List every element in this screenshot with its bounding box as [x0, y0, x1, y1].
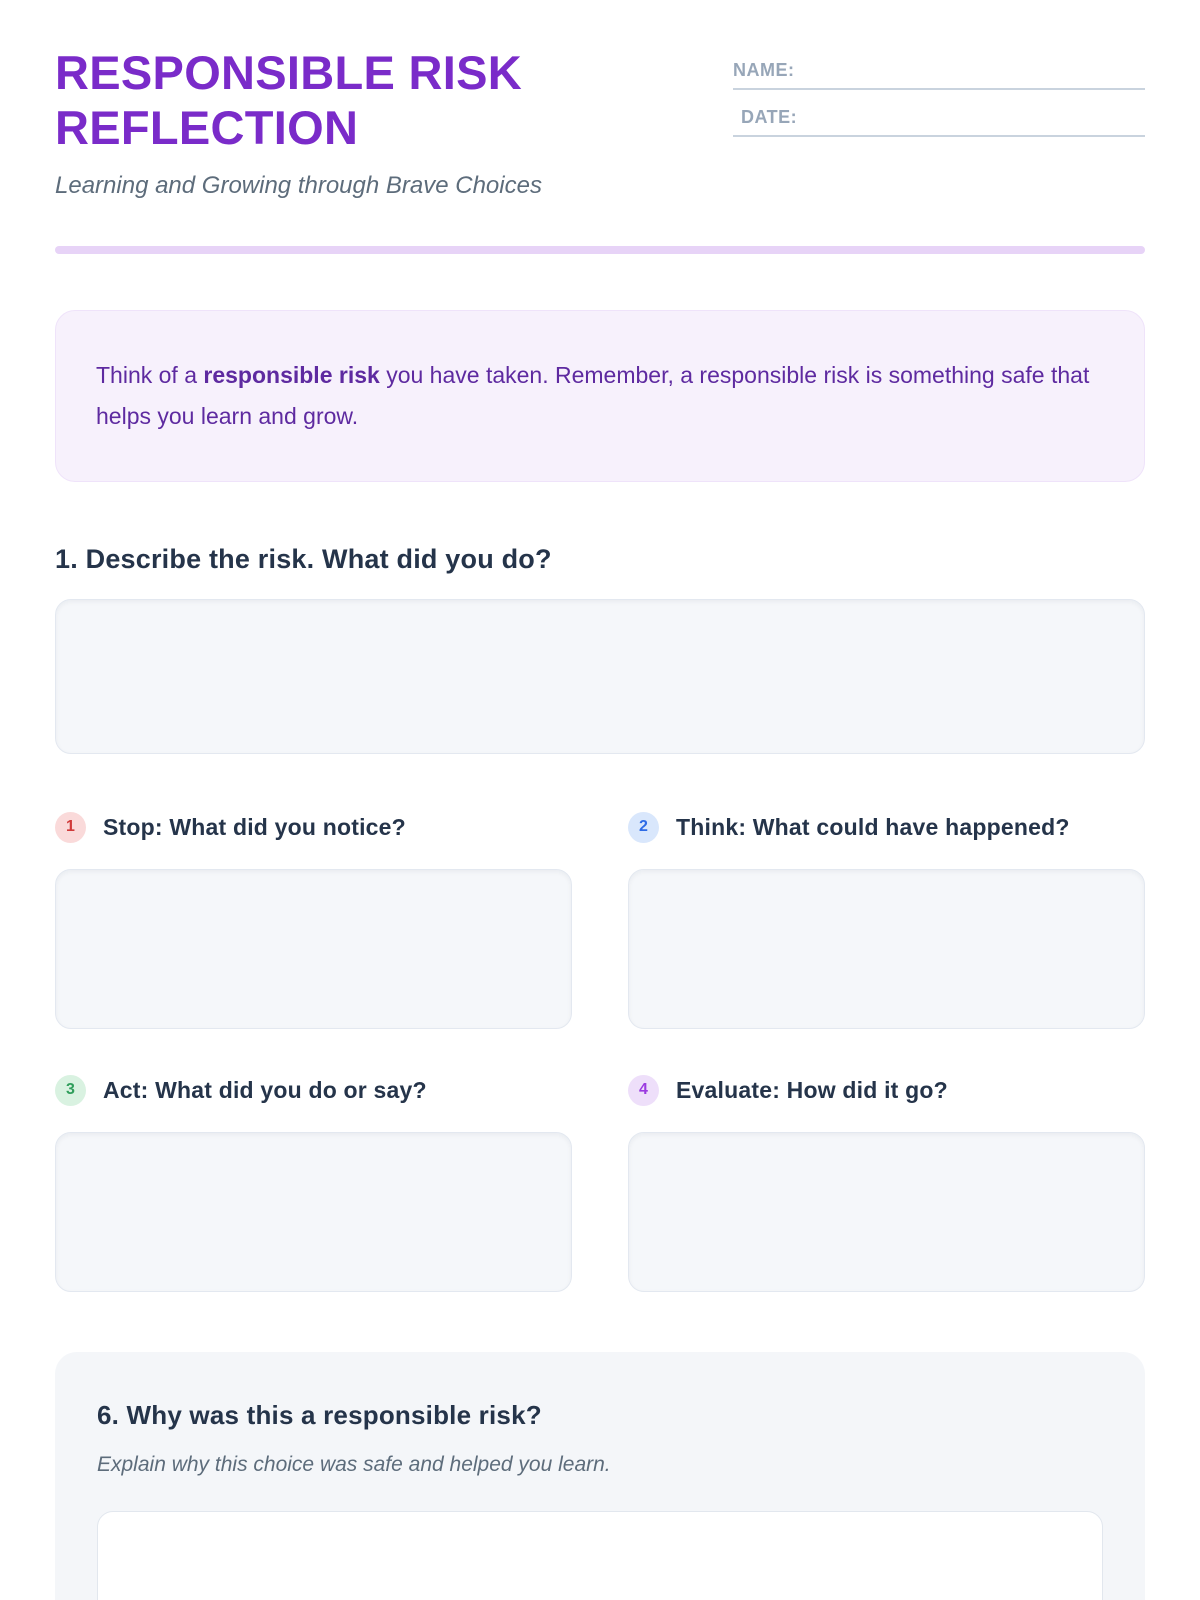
step-cell-act: [55, 1075, 572, 1292]
page-subtitle: Learning and Growing through Brave Choices: [55, 171, 542, 199]
step-2-answer-box[interactable]: [628, 869, 1145, 1029]
step-head-stop: [55, 812, 572, 843]
page-title-line2: REFLECTION: [55, 100, 359, 154]
intro-text: [96, 355, 1104, 437]
step-4-badge: 4: [628, 1075, 659, 1106]
step-cell-think: [628, 812, 1145, 1029]
name-field-label: NAME:: [733, 60, 795, 80]
step-3-answer-box[interactable]: [55, 1132, 572, 1292]
question1-answer-box[interactable]: [55, 599, 1145, 754]
section6-heading: 6. Why was this a responsible risk?: [97, 1399, 542, 1430]
step-cell-stop: [55, 812, 572, 1029]
question1-heading: 1. Describe the risk. What did you do?: [55, 543, 552, 574]
date-field-label: DATE:: [741, 107, 798, 127]
step-grid: [55, 812, 1145, 1292]
section6-card: [55, 1352, 1145, 1600]
step-1-label: Stop: What did you notice?: [103, 813, 406, 840]
step-2-label: Think: What could have happened?: [676, 813, 1070, 840]
step-head-act: [55, 1075, 572, 1106]
step-4-answer-box[interactable]: [628, 1132, 1145, 1292]
intro-text-before: Think of a: [96, 361, 204, 388]
step-4-label: Evaluate: How did it go?: [676, 1076, 948, 1103]
step-head-think: [628, 812, 1145, 843]
section6-hint: Explain why this choice was safe and helped you learn.: [97, 1452, 611, 1476]
step-1-answer-box[interactable]: [55, 869, 572, 1029]
step-head-evaluate: [628, 1075, 1145, 1106]
name-input[interactable]: [803, 60, 1146, 81]
section6-answer-box[interactable]: [97, 1511, 1103, 1600]
name-field: [733, 60, 1145, 90]
header-fields: [733, 46, 1145, 154]
step-2-badge: 2: [628, 812, 659, 843]
date-input[interactable]: [805, 107, 1145, 128]
header-title-block: [55, 46, 733, 200]
step-3-label: Act: What did you do or say?: [103, 1076, 427, 1103]
header-divider: [55, 246, 1145, 254]
page-title: [55, 46, 703, 156]
step-1-badge: 1: [55, 812, 86, 843]
step-3-badge: 3: [55, 1075, 86, 1106]
step-cell-evaluate: [628, 1075, 1145, 1292]
header: [55, 46, 1145, 200]
intro-text-after: you have taken. Remember, a responsible risk is something safe that helps you learn and grow.: [96, 361, 1090, 429]
intro-text-highlight: responsible risk: [203, 361, 380, 388]
intro-box: [55, 310, 1145, 482]
date-field: [733, 107, 1145, 137]
page-title-line1: RESPONSIBLE RISK: [55, 46, 523, 99]
